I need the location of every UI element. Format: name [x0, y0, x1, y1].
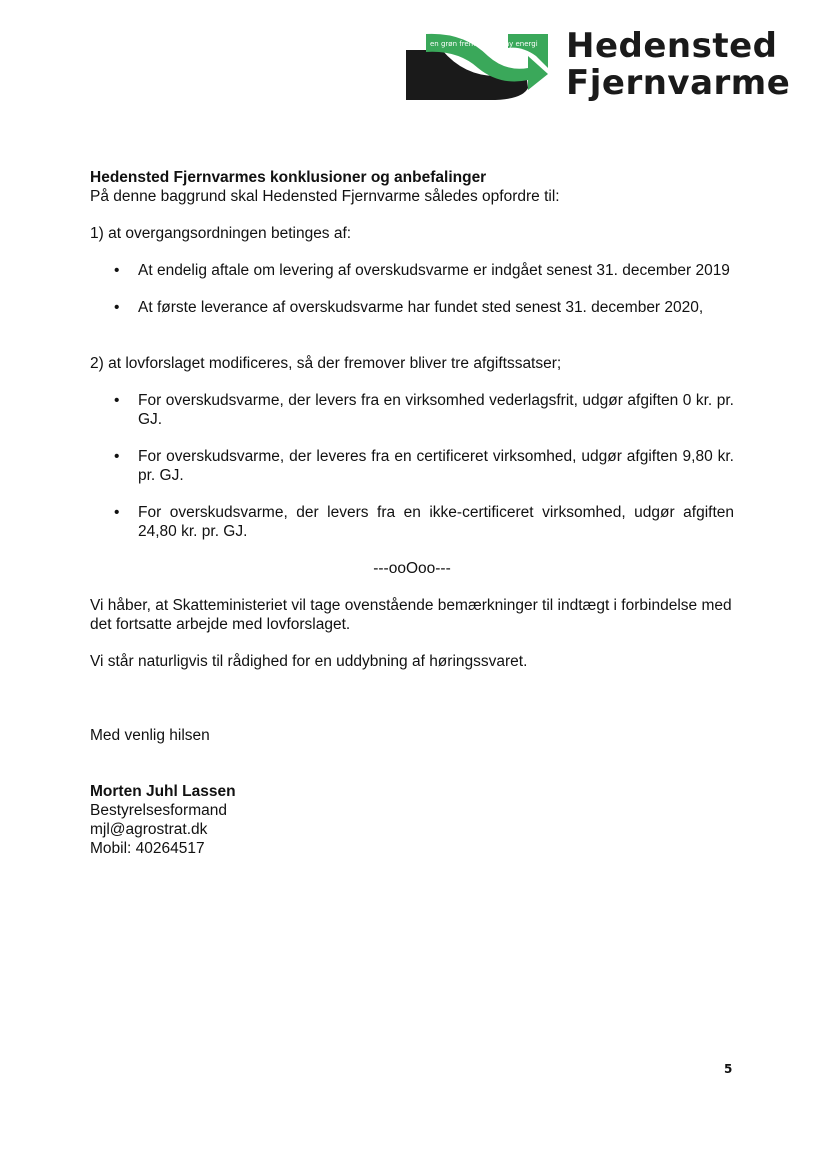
signer-email: mjl@agrostrat.dk — [90, 821, 208, 838]
section-heading: Hedensted Fjernvarmes konklusioner og anbefalinger — [90, 169, 487, 186]
letter-body — [90, 168, 734, 858]
bullet-icon: • — [114, 392, 120, 409]
brand-name — [566, 28, 790, 102]
list-item-text: For overskudsvarme, der levers fra en virksomhed vederlagsfrit, udgør afgiften 0 kr. pr. GJ. — [138, 392, 734, 428]
greeting: Med venlig hilsen — [90, 727, 210, 744]
signer-title: Bestyrelsesformand — [90, 802, 227, 819]
list-item — [90, 298, 734, 317]
intro-paragraph: På denne baggrund skal Hedensted Fjernvarme således opfordre til: — [90, 188, 560, 205]
list-item — [90, 447, 734, 485]
list-item — [90, 261, 734, 280]
signature-block — [90, 782, 734, 858]
list-item-text: For overskudsvarme, der levers fra en ikke-certificeret virksomhed, udgør afgiften 24,80 kr. pr. GJ. — [138, 504, 734, 540]
point-1-list — [90, 261, 734, 317]
list-item — [90, 391, 734, 429]
signer-name: Morten Juhl Lassen — [90, 783, 236, 800]
bullet-icon: • — [114, 504, 120, 521]
brand-line-2: Fjernvarme — [566, 63, 791, 103]
list-item-text: At endelig aftale om levering af overskudsvarme er indgået senest 31. december 2019 — [138, 262, 730, 279]
company-logo — [404, 26, 791, 110]
point-2-list — [90, 391, 734, 541]
wave-logo-icon — [404, 28, 554, 104]
bullet-icon: • — [114, 448, 120, 465]
section-divider: ---ooOoo--- — [373, 560, 451, 577]
closing-paragraph-2: Vi står naturligvis til rådighed for en uddybning af høringssvaret. — [90, 653, 528, 670]
point-1: 1) at overgangsordningen betinges af: — [90, 225, 352, 242]
bullet-icon: • — [114, 299, 120, 316]
page-number: 5 — [724, 1062, 733, 1076]
list-item — [90, 503, 734, 541]
list-item-text: At første leverance af overskudsvarme har fundet sted senest 31. december 2020, — [138, 299, 704, 316]
logo-slogan: en grøn fremtid med ny energi — [430, 40, 538, 48]
brand-line-1: Hedensted — [566, 26, 778, 66]
signer-phone: Mobil: 40264517 — [90, 840, 205, 857]
closing-paragraph-1: Vi håber, at Skatteministeriet vil tage ovenstående bemærkninger til indtægt i forbindelse med det fortsatte arbejde med lovforslaget. — [90, 597, 732, 633]
bullet-icon: • — [114, 262, 120, 279]
point-2: 2) at lovforslaget modificeres, så der fremover bliver tre afgiftssatser; — [90, 355, 562, 372]
list-item-text: For overskudsvarme, der leveres fra en certificeret virksomhed, udgør afgiften 9,80 kr. pr. GJ. — [138, 448, 734, 484]
